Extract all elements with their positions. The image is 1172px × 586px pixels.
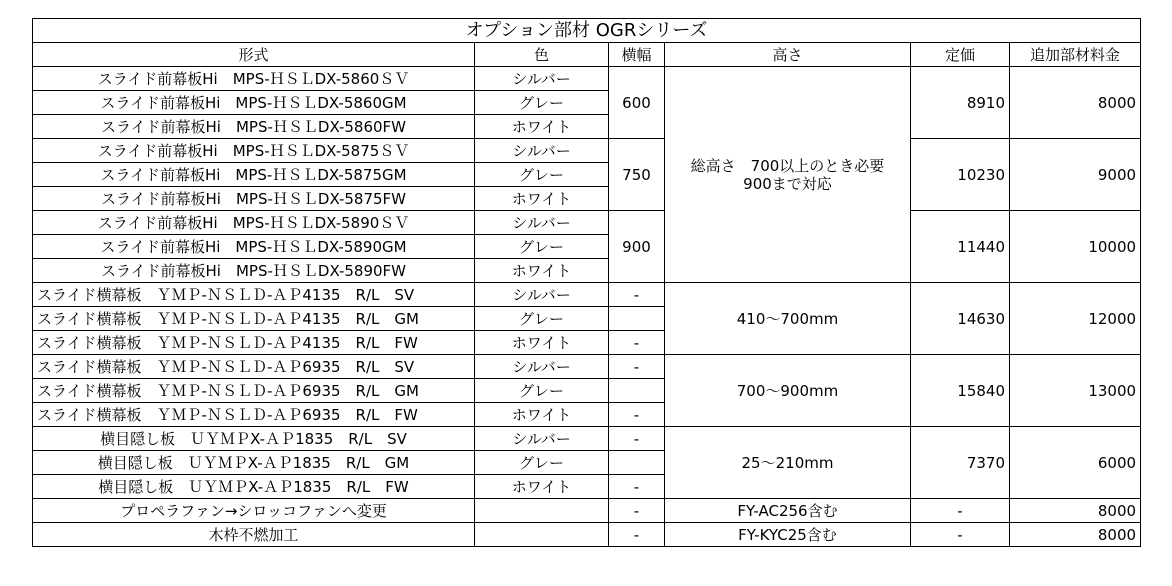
table-row [33,283,1141,307]
color-cell: シルバー [475,211,609,235]
table-row [33,67,1141,91]
model-cell: スライド前幕板Hi MPS-ＨＳＬDX-5875ＳＶ [33,139,475,163]
price-cell: - [911,499,1010,523]
price-cell: 14630 [911,283,1010,355]
color-cell: シルバー [475,283,609,307]
width-cell: - [609,331,665,355]
model-cell: スライド前幕板Hi MPS-ＨＳＬDX-5890GM [33,235,475,259]
width-cell: 600 [609,67,665,139]
color-cell: グレー [475,307,609,331]
color-cell: ホワイト [475,259,609,283]
model-cell: スライド横幕板 ＹＭＰ-ＮＳＬＤ-ＡＰ6935 R/L SV [33,355,475,379]
price-cell: 11440 [911,211,1010,283]
width-cell: - [609,427,665,451]
added-price-cell: 6000 [1010,427,1141,499]
table-row [33,499,1141,523]
color-cell: シルバー [475,355,609,379]
model-cell: スライド横幕板 ＹＭＰ-ＮＳＬＤ-ＡＰ6935 R/L GM [33,379,475,403]
color-cell: シルバー [475,67,609,91]
height-cell: FY-AC256含む [665,499,911,523]
added-price-cell: 13000 [1010,355,1141,427]
table-row [33,355,1141,379]
width-cell: - [609,355,665,379]
color-cell: グレー [475,235,609,259]
option-parts-table [32,18,1141,547]
added-price-cell: 12000 [1010,283,1141,355]
color-cell: グレー [475,379,609,403]
header-width: 横幅 [609,43,665,67]
header-height: 高さ [665,43,911,67]
added-price-cell: 8000 [1010,523,1141,547]
model-cell: スライド前幕板Hi MPS-ＨＳＬDX-5875FW [33,187,475,211]
color-cell: ホワイト [475,115,609,139]
width-cell [609,451,665,475]
added-price-cell: 8000 [1010,499,1141,523]
model-cell: スライド前幕板Hi MPS-ＨＳＬDX-5875GM [33,163,475,187]
model-cell: プロペラファン→シロッコファンへ変更 [33,499,475,523]
width-cell: - [609,523,665,547]
color-cell: ホワイト [475,475,609,499]
width-cell [609,379,665,403]
width-cell: - [609,499,665,523]
width-cell: 900 [609,211,665,283]
model-cell: 横目隠し板 ＵＹＭＰX-ＡＰ1835 R/L FW [33,475,475,499]
width-cell [609,307,665,331]
width-cell: - [609,403,665,427]
model-cell: スライド前幕板Hi MPS-ＨＳＬDX-5890FW [33,259,475,283]
header-added-price: 追加部材料金 [1010,43,1141,67]
height-note-line2: 900まで対応 [743,174,832,193]
added-price-cell: 10000 [1010,211,1141,283]
table-row [33,211,1141,235]
title-row [33,19,1141,43]
color-cell: シルバー [475,427,609,451]
price-cell: 15840 [911,355,1010,427]
color-cell: ホワイト [475,331,609,355]
table-title: オプション部材 OGRシリーズ [33,19,1141,43]
width-cell: - [609,283,665,307]
model-cell: 横目隠し板 ＵＹＭＰX-ＡＰ1835 R/L SV [33,427,475,451]
model-cell: スライド前幕板Hi MPS-ＨＳＬDX-5860FW [33,115,475,139]
model-cell: スライド前幕板Hi MPS-ＨＳＬDX-5860ＳＶ [33,67,475,91]
color-cell: グレー [475,91,609,115]
model-cell: スライド前幕板Hi MPS-ＨＳＬDX-5860GM [33,91,475,115]
height-note-line1: 総高さ 700以上のとき必要 [690,156,885,175]
color-cell: シルバー [475,139,609,163]
height-note-cell [665,67,911,283]
price-cell: 8910 [911,67,1010,139]
height-cell: 700～900mm [665,355,911,427]
added-price-cell: 9000 [1010,139,1141,211]
price-cell: - [911,523,1010,547]
color-cell [475,523,609,547]
model-cell: スライド横幕板 ＹＭＰ-ＮＳＬＤ-ＡＰ6935 R/L FW [33,403,475,427]
width-cell: 750 [609,139,665,211]
width-cell: - [609,475,665,499]
price-cell: 7370 [911,427,1010,499]
table-row [33,523,1141,547]
height-cell: 25～210mm [665,427,911,499]
height-cell: 410～700mm [665,283,911,355]
model-cell: 木枠不燃加工 [33,523,475,547]
price-cell: 10230 [911,139,1010,211]
header-model: 形式 [33,43,475,67]
model-cell: スライド前幕板Hi MPS-ＨＳＬDX-5890ＳＶ [33,211,475,235]
color-cell [475,499,609,523]
color-cell: ホワイト [475,187,609,211]
header-price: 定価 [911,43,1010,67]
model-cell: スライド横幕板 ＹＭＰ-ＮＳＬＤ-ＡＰ4135 R/L FW [33,331,475,355]
table-row [33,427,1141,451]
header-color: 色 [475,43,609,67]
added-price-cell: 8000 [1010,67,1141,139]
color-cell: グレー [475,451,609,475]
color-cell: ホワイト [475,403,609,427]
height-cell: FY-KYC25含む [665,523,911,547]
header-row [33,43,1141,67]
table-row [33,139,1141,163]
model-cell: スライド横幕板 ＹＭＰ-ＮＳＬＤ-ＡＰ4135 R/L GM [33,307,475,331]
model-cell: スライド横幕板 ＹＭＰ-ＮＳＬＤ-ＡＰ4135 R/L SV [33,283,475,307]
color-cell: グレー [475,163,609,187]
model-cell: 横目隠し板 ＵＹＭＰX-ＡＰ1835 R/L GM [33,451,475,475]
